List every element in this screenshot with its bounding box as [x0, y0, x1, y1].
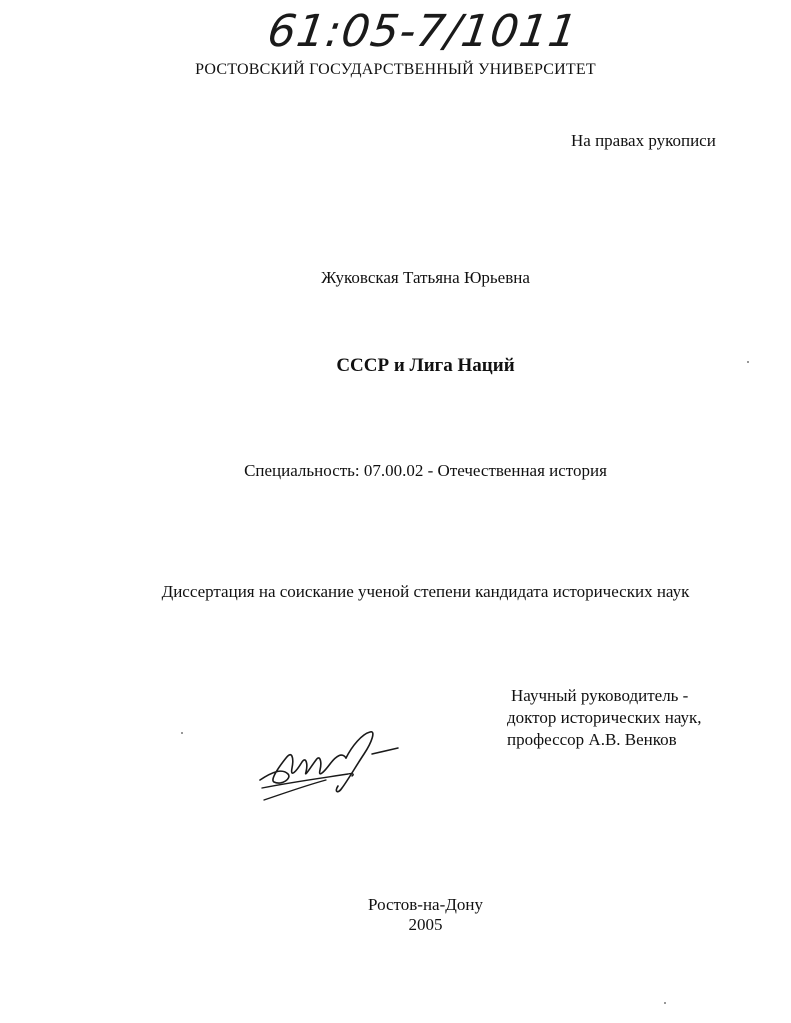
- author-name: Жуковская Татьяна Юрьевна: [321, 268, 530, 287]
- advisor-line-1: Научный руководитель -: [511, 686, 689, 705]
- advisor-block: [507, 685, 702, 751]
- signature-mark: [252, 728, 412, 818]
- advisor-line-3: профессор А.В. Венков: [507, 730, 677, 749]
- year: 2005: [408, 915, 443, 934]
- scan-speck: [664, 1002, 666, 1004]
- university-name: РОСТОВСКИЙ ГОСУДАРСТВЕННЫЙ УНИВЕРСИТЕТ: [195, 61, 596, 78]
- dissertation-title: СССР и Лига Наций: [336, 355, 515, 376]
- city: Ростов-на-Дону: [368, 895, 483, 914]
- specialty-line: Специальность: 07.00.02 - Отечественная история: [244, 461, 607, 480]
- manuscript-rights-note: На правах рукописи: [571, 131, 716, 150]
- archive-code-handwritten: 61:05-7/1011: [264, 6, 582, 57]
- degree-statement: Диссертация на соискание ученой степени кандидата исторических наук: [161, 582, 690, 601]
- advisor-line-2: доктор исторических наук,: [507, 708, 702, 727]
- scan-speck: [181, 732, 183, 734]
- scan-speck: [747, 361, 749, 363]
